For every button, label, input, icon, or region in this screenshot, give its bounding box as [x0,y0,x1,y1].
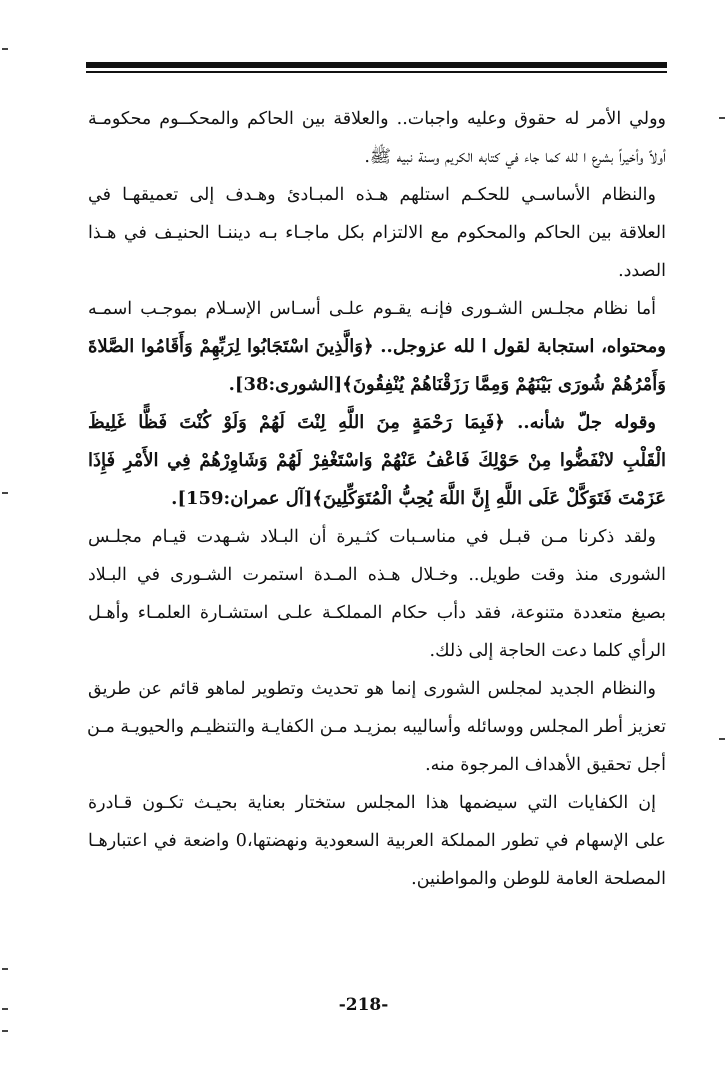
quran-verse-line: ومحتواه، استجابة لقول ا لله عزوجل.. ﴿وَالَّذِينَ اسْتَجَابُوا لِرَبِّهِمْ وَأَقَامُوا الصَّلاةَ [88,336,666,357]
paragraph-start-line: إن الكفايات التي سيضمها هذا المجلس ستختار بعناية بحيـث تكـون قـادرة [88,793,656,813]
text-line: على الإسهام في تطور المملكة العربية السعودية ونهضتها،0 واضعة في اعتبارهـا [88,831,666,851]
text-line: الرأي كلما دعت الحاجة إلى ذلك. [429,641,666,661]
text-line: الشورى منذ وقت طويل.. وخـلال هـذه المـدة استمرت الشـورى في البـلاد [88,565,666,585]
header-rule-thin [86,71,667,73]
scan-margin-mark [2,48,8,50]
scan-margin-mark [719,117,725,119]
body-text [88,100,666,898]
header-rule-thick [86,62,667,68]
scan-margin-mark [2,968,8,970]
scan-margin-mark [2,1008,8,1010]
quran-verse-line: وَأَمْرُهُمْ شُورَى بَيْنَهُمْ وَمِمَّا رَزَقْنَاهُمْ يُنْفِقُونَ﴾[الشورى:38]. [228,374,666,395]
paragraph-start-line: والنظام الأساسـي للحكـم استلهم هـذه المبـادئ وهـدف إلى تعميقهـا في [88,185,656,205]
text-line: الصدد. [618,261,666,281]
quran-verse-line: وقوله جلّ شأنه.. ﴿فَبِمَا رَحْمَةٍ مِنَ اللَّهِ لِنْتَ لَهُمْ وَلَوْ كُنْتَ فَظًّا غَلِيظَ [88,412,656,433]
text-line: بصيغ متعددة متنوعة، فقد دأب حكام المملكـة علـى استشـارة العلمـاء وأهـل [88,603,666,623]
text-line: أجل تحقيق الأهداف المرجوة منه. [425,755,666,775]
quran-verse-line: الْقَلْبِ لانْفَضُّوا مِنْ حَوْلِكَ فَاعْفُ عَنْهُمْ وَاسْتَغْفِرْ لَهُمْ وَشَاوِرْهُمْ فِي الأَمْرِ فَإِذَا [88,450,666,471]
text-line: أولاً وأخيراً بشرع ا لله كما جاء في كتابه الكريم وسنة نبيه ﷺ. [364,147,666,167]
page-number: -218- [338,995,389,1015]
scan-margin-mark [2,1030,8,1032]
text-line: العلاقة بين الحاكم والمحكوم مع الالتزام بكل ماجـاء بـه ديننـا الحنيـف في هـذا [88,223,666,243]
scan-margin-mark [719,738,725,740]
text-line: وولي الأمر له حقوق وعليه واجبات.. والعلاقة بين الحاكم والمحكــوم محكومـة [88,109,666,129]
paragraph-start-line: أما نظام مجلـس الشـورى فإنـه يقـوم علـى أسـاس الإسـلام بموجـب اسمـه [88,299,656,319]
text-line: المصلحة العامة للوطن والمواطنين. [411,869,666,889]
paragraph-start-line: ولقد ذكرنا مـن قبـل في مناسـبات كثـيرة أن البـلاد شـهدت قيـام مجلـس [88,527,656,547]
scan-margin-mark [2,492,8,494]
paragraph-start-line: والنظام الجديد لمجلس الشورى إنما هو تحديث وتطوير لماهو قائم عن طريق [88,679,656,699]
text-line: تعزيز أطر المجلس ووسائله وأساليبه بمزيـد مـن الكفايـة والتنظيـم والحيويـة مـن [87,717,666,737]
quran-verse-line: عَزَمْتَ فَتَوَكَّلْ عَلَى اللَّهِ إِنَّ اللَّهَ يُحِبُّ الْمُتَوَكِّلِينَ﴾[آل عمران:159]. [171,488,666,509]
